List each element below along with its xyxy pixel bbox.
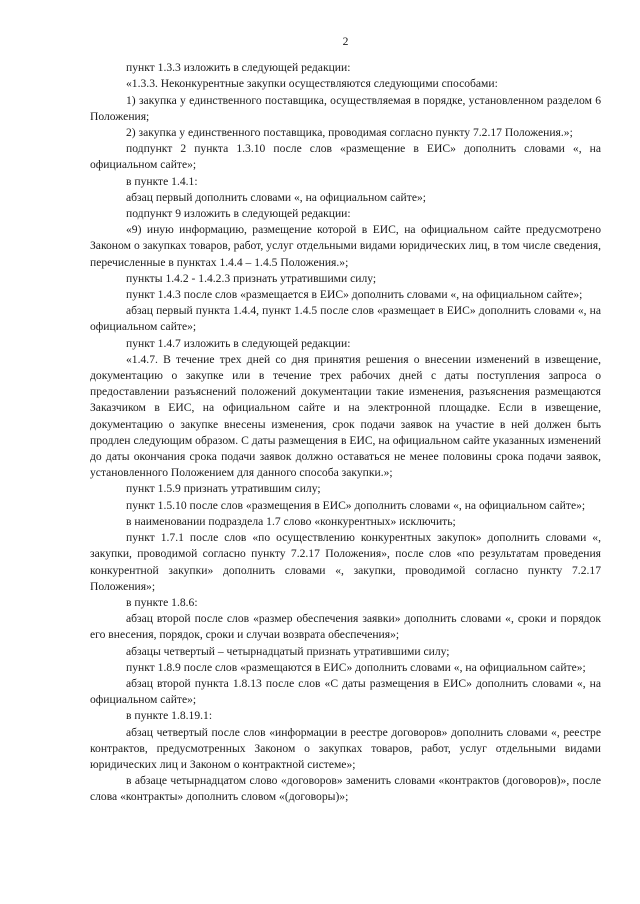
- paragraph: подпункт 2 пункта 1.3.10 после слов «размещение в ЕИС» дополнить словами «, на официальном сайте»;: [90, 142, 601, 172]
- paragraph: абзац первый пункта 1.4.4, пункт 1.4.5 после слов «размещает в ЕИС» дополнить словами «, на официальном сайте»;: [90, 304, 601, 334]
- paragraph: в пункте 1.8.19.1:: [126, 709, 213, 723]
- paragraph: пункт 1.5.10 после слов «размещения в ЕИС» дополнить словами «, на официальном сайте»;: [126, 498, 586, 512]
- paragraph: пункт 1.4.7 изложить в следующей редакции:: [126, 336, 351, 350]
- paragraph: в пункте 1.4.1:: [126, 174, 198, 188]
- paragraph: абзац второй после слов «размер обеспечения заявки» дополнить словами «, сроки и порядок его внесения, порядок, сроки и случаи возврата обеспечения»;: [90, 612, 601, 642]
- paragraph: 2) закупка у единственного поставщика, проводимая согласно пункту 7.2.17 Положения.»;: [126, 126, 573, 140]
- paragraph: в пункте 1.8.6:: [126, 595, 198, 609]
- paragraph: «1.3.3. Неконкурентные закупки осуществляются следующими способами:: [126, 77, 498, 91]
- paragraph: абзац второй пункта 1.8.13 после слов «С даты размещения в ЕИС» дополнить словами «, на официальном сайте»;: [90, 676, 601, 707]
- paragraph: абзацы четвертый – четырнадцатый признать утратившими силу;: [126, 644, 450, 658]
- paragraph: пункт 1.3.3 изложить в следующей редакции:: [126, 61, 351, 75]
- paragraph: абзац четвертый после слов «информации в реестре договоров» дополнить словами «, реестре контрактов, предусмотренных Законом о закупках товаров, работ, услуг отдельными видами юридических лиц и Законом о контрактной системе»;: [90, 725, 601, 771]
- paragraph: пункт 1.4.3 после слов «размещается в ЕИС» дополнить словами «, на официальном сайте»;: [126, 288, 583, 302]
- page-number: 2: [342, 35, 349, 48]
- paragraph: пункт 1.5.9 признать утратившим силу;: [126, 482, 321, 496]
- paragraph: в абзаце четырнадцатом слово «договоров» заменить словами «контрактов (договоров)», после слова «контракты» дополнить словом «(договоры)»;: [90, 774, 601, 804]
- paragraph: «1.4.7. В течение трех дней со дня принятия решения о внесении изменений в извещение, документацию о закупке или в течение трех рабочих дней с даты поступления запроса о предоставлении разъяснений положений документации такие изменения, разъяснения размещаются Заказчиком в ЕИС, на официальном сайте и на электронной площадке. Если в извещение, документацию о закупке внесены изменения, срок подачи заявок на участие в ней должен быть продлен следующим образом. С даты размещения в ЕИС, на официальном сайте указанных изменений до даты окончания срока подачи заявок должно оставаться не менее половины срока подачи заявок, установленного Положением для данного способа закупки.»;: [90, 352, 601, 480]
- paragraph: в наименовании подраздела 1.7 слово «конкурентных» исключить;: [126, 514, 456, 528]
- paragraph: 1) закупка у единственного поставщика, осуществляемая в порядке, установленном разделом 6 Положения;: [90, 93, 601, 123]
- document-page: [90, 34, 601, 806]
- paragraph: пункт 1.8.9 после слов «размещаются в ЕИС» дополнить словами «, на официальном сайте»;: [126, 660, 586, 674]
- paragraph: пункты 1.4.2 - 1.4.2.3 признать утратившими силу;: [126, 271, 377, 285]
- paragraph: подпункт 9 изложить в следующей редакции:: [126, 207, 351, 221]
- paragraph: абзац первый дополнить словами «, на официальном сайте»;: [126, 190, 426, 204]
- paragraph: «9) иную информацию, размещение которой в ЕИС, на официальном сайте предусмотрено Законом о закупках товаров, работ, услуг отдельными видами юридических лиц, в том числе сведения, перечисленные в пунктах 1.4.4 – 1.4.5 Положения.»;: [90, 223, 601, 269]
- paragraph: пункт 1.7.1 после слов «по осуществлению конкурентных закупок» дополнить словами «, закупки, проводимой согласно пункту 7.2.17 Положения», после слов «по результатам проведения конкурентной закупки» дополнить словами «, закупки, проводимой согласно пункту 7.2.17 Положения»;: [90, 531, 601, 593]
